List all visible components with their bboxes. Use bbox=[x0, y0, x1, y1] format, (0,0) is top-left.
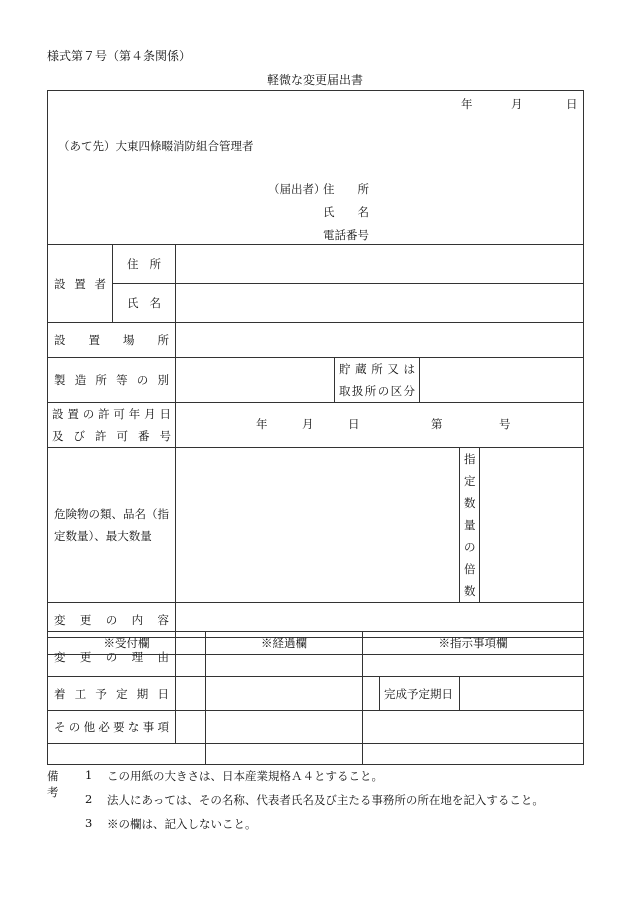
notifier-address-label: 住 所 bbox=[323, 182, 369, 196]
permit-year: 年 bbox=[256, 417, 268, 431]
installer-name-label: 氏名 bbox=[113, 284, 176, 323]
location-label: 設置場所 bbox=[48, 323, 176, 358]
facility-type-label: 製造所等の別 bbox=[48, 358, 176, 403]
location-field[interactable] bbox=[176, 323, 584, 358]
progress-column-header: ※経過欄 bbox=[206, 632, 363, 655]
hazard-field[interactable] bbox=[176, 448, 460, 603]
hazard-label-line2: 定数量）、最大数量 bbox=[54, 529, 152, 543]
document-title: 軽微な変更届出書 bbox=[266, 73, 363, 87]
hazard-label bbox=[48, 448, 176, 603]
permit-field[interactable] bbox=[176, 403, 584, 448]
note-number: 3 bbox=[85, 816, 93, 830]
other-matters-label: その他必要な事項 bbox=[48, 711, 176, 744]
facility-type-field[interactable] bbox=[176, 358, 335, 403]
date-month: 月 bbox=[511, 97, 523, 111]
specified-quantity-line2: の倍数 bbox=[464, 540, 476, 598]
office-use-table bbox=[47, 631, 584, 765]
reception-column-header: ※受付欄 bbox=[48, 632, 206, 655]
permit-number-prefix: 第 bbox=[431, 417, 443, 431]
storage-class-line1: 貯蔵所又は bbox=[339, 362, 415, 376]
permit-month: 月 bbox=[302, 417, 314, 431]
change-reason-label: 変更の理由 bbox=[48, 638, 176, 677]
reception-field bbox=[48, 655, 206, 765]
change-content-label: 変更の内容 bbox=[48, 603, 176, 638]
notifier-name-label: 氏 名 bbox=[323, 205, 369, 219]
progress-field bbox=[206, 655, 363, 765]
permit-label-line2: 及び許可番号 bbox=[52, 429, 171, 443]
permit-label-line1: 設置の許可年月日 bbox=[52, 407, 171, 421]
form-id: 様式第７号（第４条関係） bbox=[47, 49, 192, 63]
permit-label bbox=[48, 403, 176, 448]
date-day: 日 bbox=[566, 97, 578, 111]
note-text: この用紙の大きさは、日本産業規格Ａ４とすること。 bbox=[107, 769, 383, 783]
date-year: 年 bbox=[461, 97, 473, 111]
note-text: 法人にあっては、その名称、代表者氏名及び主たる事務所の所在地を記入すること。 bbox=[107, 793, 544, 807]
installer-label: 設置者 bbox=[48, 245, 113, 323]
note-text: ※の欄は、記入しないこと。 bbox=[107, 817, 257, 831]
hazard-label-line1: 危険物の類、品名（指 bbox=[54, 507, 169, 521]
storage-class-label bbox=[335, 358, 420, 403]
specified-quantity-line1: 指定数量 bbox=[464, 452, 476, 532]
specified-quantity-label bbox=[460, 448, 480, 603]
notifier-phone-label: 電話番号 bbox=[323, 228, 369, 242]
installer-name-field[interactable] bbox=[176, 284, 584, 323]
note-number: 1 bbox=[85, 768, 93, 782]
instructions-column-header: ※指示事項欄 bbox=[363, 632, 584, 655]
header-section bbox=[48, 91, 584, 245]
addressee: （あて先）大東四條畷消防組合管理者 bbox=[58, 139, 254, 153]
installer-address-field[interactable] bbox=[176, 245, 584, 284]
specified-quantity-field[interactable] bbox=[480, 448, 584, 603]
instructions-field bbox=[363, 655, 584, 765]
storage-class-field[interactable] bbox=[420, 358, 584, 403]
permit-day: 日 bbox=[348, 417, 360, 431]
start-date-label: 着工予定期日 bbox=[48, 677, 176, 711]
storage-class-line2: 取扱所の区分 bbox=[339, 384, 415, 398]
completion-date-label: 完成予定期日 bbox=[380, 677, 460, 711]
notes-heading: 備考 bbox=[47, 769, 59, 799]
notifier-label: （届出者） bbox=[268, 182, 326, 196]
installer-address-label: 住所 bbox=[113, 245, 176, 284]
note-number: 2 bbox=[85, 792, 93, 806]
permit-number-suffix: 号 bbox=[499, 417, 511, 431]
